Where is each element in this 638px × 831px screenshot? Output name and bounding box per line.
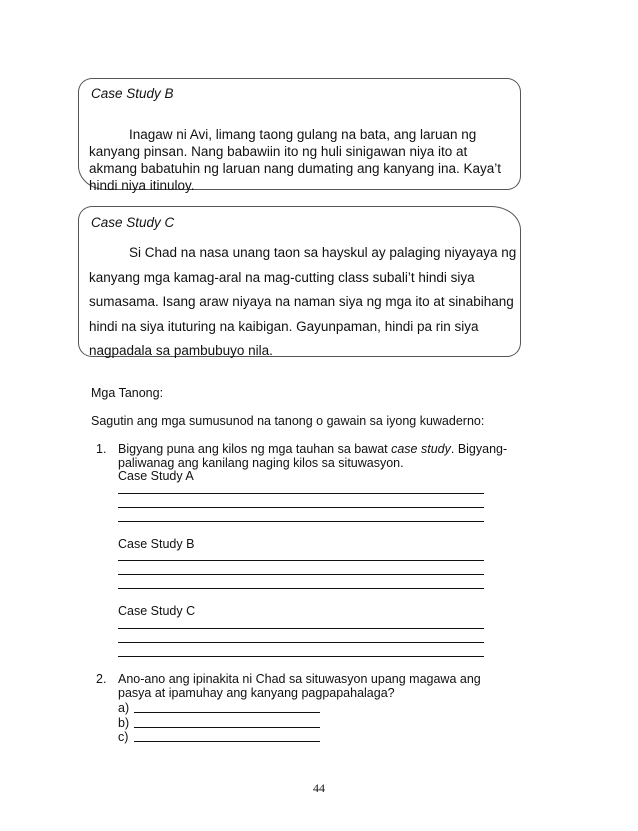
page-number: 44 [313,781,325,795]
answer-line[interactable] [118,521,484,522]
option-b-line[interactable] [134,727,320,728]
case-study-c-text: Si Chad na nasa unang taon sa hayskul ay palaging niyayaya ng kanyang mga kamag-aral na mag-cutting class subali’t hindi siya sumasama. Isang araw niyaya na naman siya ng mga ito at sinabihang hindi na siya ituturing na kaibigan. Gayunpaman, hindi pa rin siya nagpadala sa pambubuyo nila. [89,245,517,358]
answer-line[interactable] [118,588,484,589]
answer-line[interactable] [118,656,484,657]
answer-line[interactable] [118,628,484,629]
case-study-c-label: Case Study C [118,604,196,618]
option-c-label: c) [118,730,129,744]
question-2-text: Ano-ano ang ipinakita ni Chad sa situwasyon upang magawa ang pasya at ipamuhay ang kanyang pagpapahalaga? [118,672,481,700]
answer-line[interactable] [118,507,484,508]
option-b-label: b) [118,716,130,730]
case-study-a-label: Case Study A [118,469,194,483]
case-study-b-title: Case Study B [91,86,174,101]
option-a-label: a) [118,701,130,715]
option-a-line[interactable] [134,712,320,713]
question-1-text: Bigyang puna ang kilos ng mga tauhan sa bawat case study. Bigyang-paliwanag ang kanilang naging kilos sa situwasyon. [118,442,508,470]
questions-heading: Mga Tanong: [91,386,164,400]
case-study-b-label: Case Study B [118,537,195,551]
question-2 [96,672,516,700]
instruction-text: Sagutin ang mga sumusunod na tanong o gawain sa iyong kuwaderno: [91,414,485,428]
answer-line[interactable] [118,642,484,643]
answer-line[interactable] [118,560,484,561]
answer-line[interactable] [118,574,484,575]
case-study-b-text: Inagaw ni Avi, limang taong gulang na bata, ang laruan ng kanyang pinsan. Nang babawiin ito ng huli sinigawan niya ito at akmang babatuhin ng laruan nang dumating ang kanyang ina. Kaya’t hindi niya itinuloy. [89,127,502,193]
case-study-c-title: Case Study C [91,215,175,230]
question-2-number: 2. [96,672,107,686]
question-1 [96,442,516,470]
question-1-number: 1. [96,442,107,456]
option-c-line[interactable] [134,741,320,742]
answer-line[interactable] [118,493,484,494]
